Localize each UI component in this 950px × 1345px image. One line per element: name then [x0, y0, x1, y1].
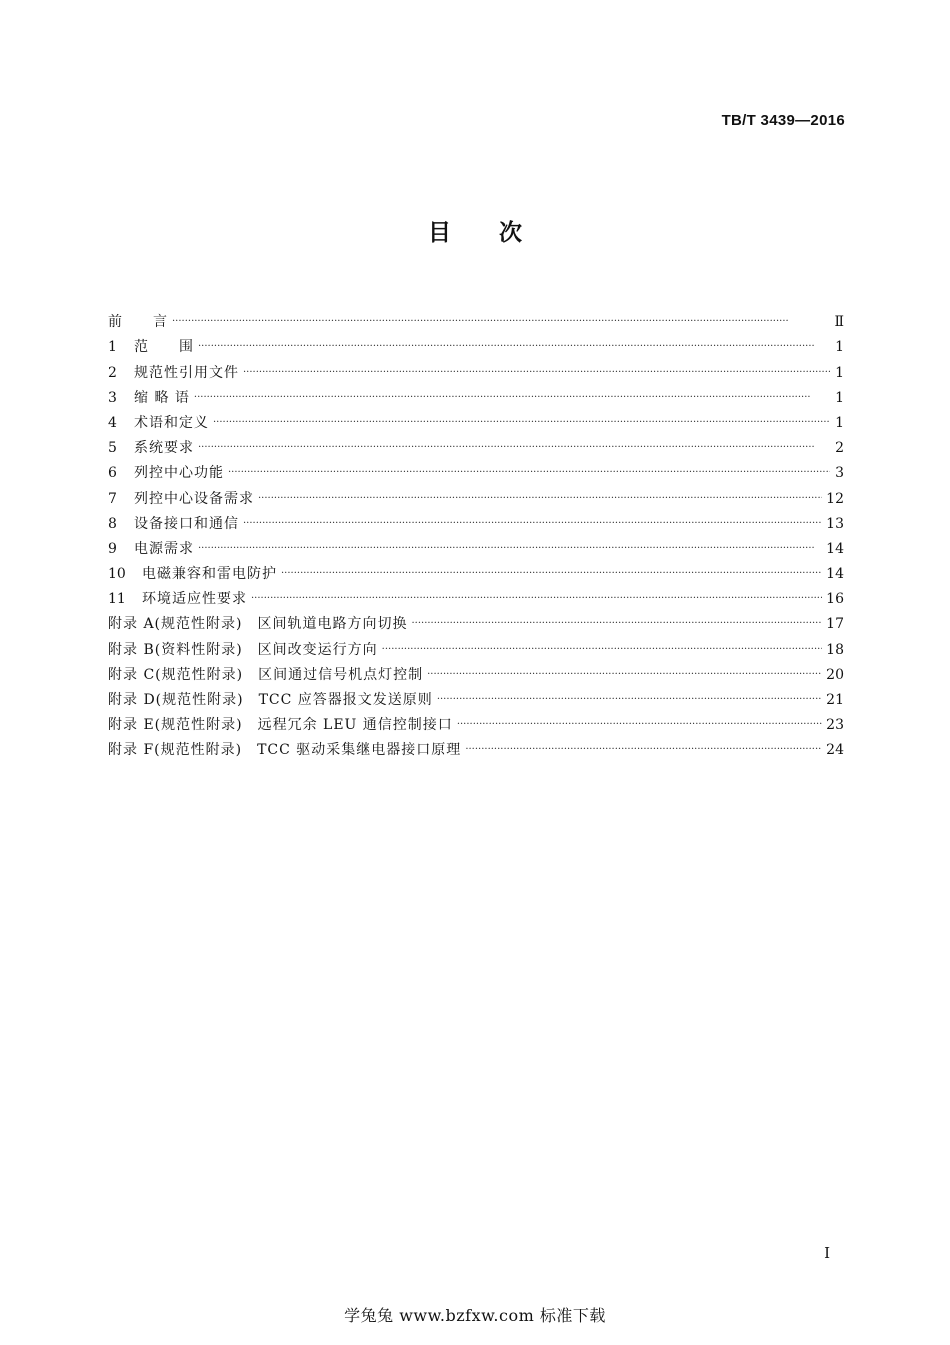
- toc-entry-number: 4: [108, 414, 117, 431]
- toc-entry[interactable]: [108, 659, 844, 684]
- toc-entry-page: 18: [826, 641, 844, 658]
- page-number: I: [824, 1244, 830, 1262]
- toc-leader-dots: [198, 542, 822, 556]
- toc-entry-label: 规范性引用文件: [134, 364, 239, 381]
- toc-entry-number: 1: [108, 339, 117, 356]
- toc-leader-dots: [198, 340, 830, 354]
- toc-entry-label: 附录 C(规范性附录) 区间通过信号机点灯控制: [108, 666, 424, 683]
- toc-entry-label: 列控中心设备需求: [134, 490, 254, 507]
- toc-entry-page: 21: [826, 692, 844, 708]
- toc-entry[interactable]: [108, 407, 844, 432]
- toc-entry-number: 2: [108, 364, 117, 381]
- toc-entry-label: 术语和定义: [134, 414, 209, 431]
- toc-entry-number: 8: [108, 515, 117, 532]
- toc-entry-label: 缩 略 语: [134, 389, 190, 406]
- toc-entry-page: 1: [835, 364, 844, 381]
- toc-leader-dots: [251, 592, 822, 606]
- toc-entry[interactable]: [108, 482, 844, 507]
- toc-entry-number: 9: [108, 540, 117, 557]
- toc-leader-dots: [427, 668, 822, 682]
- toc-leader-dots: [382, 643, 823, 657]
- toc-entry-page: 2: [835, 440, 844, 457]
- toc-entry[interactable]: [108, 533, 844, 558]
- toc-entry[interactable]: [108, 709, 844, 734]
- toc-entry[interactable]: [108, 583, 844, 608]
- toc-leader-dots: [437, 693, 822, 707]
- toc-entry-label: 附录 A(规范性附录) 区间轨道电路方向切换: [108, 616, 408, 633]
- toc-entry-page: 16: [826, 591, 844, 608]
- toc-entry-label: 设备接口和通信: [134, 515, 239, 532]
- toc-entry-number: 5: [108, 440, 117, 457]
- toc-entry-page: 3: [835, 465, 844, 482]
- toc-entry[interactable]: [108, 684, 844, 709]
- toc-entry-label: 系统要求: [134, 440, 194, 457]
- toc-entry-page: 12: [826, 490, 844, 507]
- toc-entry-page: 23: [826, 717, 844, 734]
- toc-leader-dots: [258, 492, 822, 506]
- toc-entry[interactable]: [108, 734, 844, 759]
- toc-entry-label: 附录 E(规范性附录) 远程冗余 LEU 通信控制接口: [108, 717, 453, 734]
- toc-entry-number: 11: [108, 591, 126, 608]
- toc-leader-dots: [213, 416, 830, 430]
- toc-entry[interactable]: [108, 608, 844, 633]
- toc-entry[interactable]: [108, 331, 844, 356]
- toc-entry-page: 1: [835, 389, 844, 406]
- toc-leader-dots: [281, 567, 822, 581]
- toc-leader-dots: [243, 517, 822, 531]
- toc-entry-label: 前 言: [108, 314, 168, 331]
- toc-entry[interactable]: [108, 432, 844, 457]
- toc-leader-dots: [198, 441, 830, 455]
- toc-title-char-1: 目: [428, 220, 451, 246]
- toc-list: [108, 306, 844, 759]
- toc-entry-number: 7: [108, 490, 117, 507]
- toc-entry-page: 20: [826, 666, 844, 683]
- toc-entry-label: 电磁兼容和雷电防护: [142, 566, 277, 583]
- toc-entry-label: 附录 B(资料性附录) 区间改变运行方向: [108, 641, 378, 658]
- toc-entry-page: 24: [826, 742, 844, 759]
- toc-entry-page: 14: [826, 566, 844, 583]
- toc-entry-number: 3: [108, 389, 117, 406]
- toc-leader-dots: [228, 466, 830, 480]
- toc-entry-page: 13: [826, 515, 844, 532]
- toc-entry-page: 14: [826, 540, 844, 557]
- toc-title: [0, 214, 950, 247]
- toc-entry[interactable]: [108, 306, 844, 331]
- toc-entry-page: 1: [835, 339, 844, 356]
- toc-leader-dots: [465, 743, 822, 757]
- toc-entry-label: 电源需求: [134, 540, 194, 557]
- toc-entry-label: 附录 D(规范性附录) TCC 应答器报文发送原则: [108, 692, 433, 708]
- toc-leader-dots: [411, 617, 822, 631]
- toc-leader-dots: [194, 391, 830, 405]
- toc-entry-page: Ⅱ: [834, 314, 844, 331]
- toc-leader-dots: [172, 315, 830, 329]
- toc-leader-dots: [243, 366, 830, 380]
- toc-title-char-2: 次: [499, 220, 522, 246]
- toc-entry-number: 6: [108, 465, 117, 482]
- toc-entry[interactable]: [108, 633, 844, 658]
- toc-entry[interactable]: [108, 382, 844, 407]
- toc-entry[interactable]: [108, 457, 844, 482]
- toc-entry-page: 17: [826, 616, 844, 633]
- toc-entry-page: 1: [835, 414, 844, 431]
- toc-entry-label: 附录 F(规范性附录) TCC 驱动采集继电器接口原理: [108, 742, 462, 759]
- toc-entry[interactable]: [108, 558, 844, 583]
- toc-entry[interactable]: [108, 356, 844, 381]
- standard-code: TB/T 3439—2016: [721, 112, 845, 129]
- footer-watermark-text: 学兔兔 www.bzfxw.com 标准下载: [344, 1306, 606, 1325]
- toc-entry[interactable]: [108, 508, 844, 533]
- toc-leader-dots: [457, 718, 822, 732]
- toc-entry-label: 环境适应性要求: [142, 591, 247, 608]
- toc-entry-number: 10: [108, 566, 126, 583]
- toc-entry-label: 范 围: [134, 339, 194, 356]
- toc-entry-label: 列控中心功能: [134, 465, 224, 482]
